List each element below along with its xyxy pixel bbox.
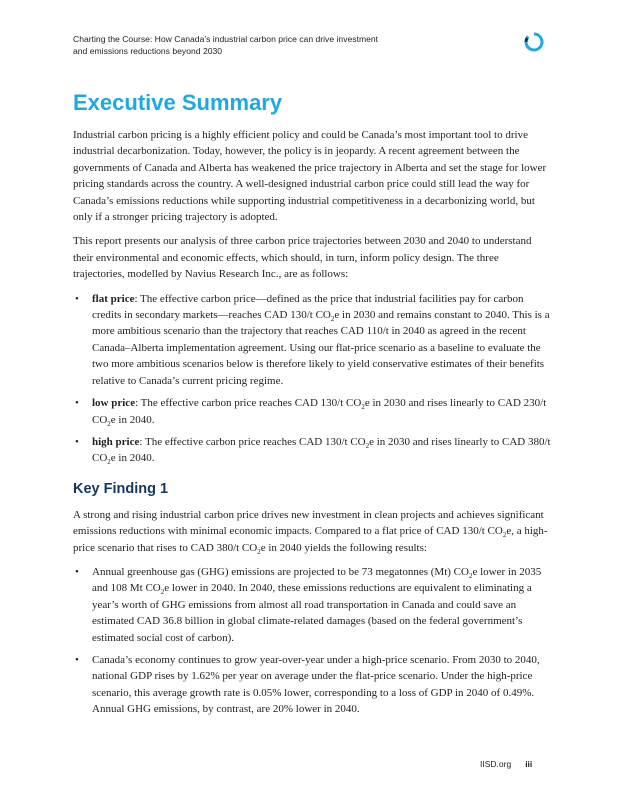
list-item: • high price: The effective carbon price reaches CAD 130/t $CO_2e$ in 2030 and rises linearly to CAD 380/t $CO_2e$ in 2040. [73, 434, 553, 467]
list-item: • Annual greenhouse gas (GHG) emissions are projected to be 73 megatonnes (Mt) $CO_2e$ lower in 2035 and 108 Mt $CO_2e$ lower in 2040. In 2040, these emissions reductions are equivalent to eliminating a year’s worth of GHG emissions from almost all road transportation in Canada and could save an estimated CAD 36.8 billion in global climate-related damages (based on the federal government’s estimated social cost of carbon). [73, 564, 553, 646]
iisd-logo-icon [523, 31, 545, 53]
running-header [73, 33, 493, 57]
key-finding-list [73, 564, 553, 718]
page-title: Executive Summary [73, 90, 283, 115]
key-finding-heading: Key Finding 1 [73, 480, 169, 497]
key-finding-paragraph: A strong and rising industrial carbon price drives new investment in clean projects and achieves significant emissions reductions with minimal economic impacts. Compared to a flat price of CAD 130/t $CO_2e$, a high-price scenario that rises to CAD 380/t $CO_2e$ in 2040 yields the following results: [73, 508, 548, 556]
list-item: • flat price: The effective carbon price—defined as the price that industrial facilities pay for carbon credits in secondary markets—reaches CAD 130/t $CO_2e$ in 2030 and remains constant to 2040. This is a more ambitious scenario than the trajectory that reaches CAD 110/t in 2040 as agreed in the recent Canada–Alberta implementation agreement. Using our flat-price scenario as a baseline to evaluate the two more ambitious scenarios below is therefore likely to yield conservative estimates of their benefits relative to Canada’s current pricing regime. [73, 291, 553, 389]
list-item: • low price: The effective carbon price reaches CAD 130/t $CO_2e$ in 2030 and rises linearly to CAD 230/t $CO_2e$ in 2040. [73, 395, 553, 428]
term-label: high price [92, 435, 140, 448]
trajectory-list [73, 291, 553, 467]
running-header-line-2: and emissions reductions beyond 2030 [73, 46, 223, 56]
term-label: low price [92, 397, 136, 410]
page-body [73, 127, 553, 726]
list-item: • Canada’s economy continues to grow year-over-year under a high-price scenario. From 2030 to 2040, national GDP rises by 1.62% per year on average under the flat-price scenario. Under the high-price scenario, this average growth rate is 0.05% lower, corresponding to a loss of GDP in 2040 of 0.49%. Annual GHG emissions, by contrast, are 20% lower in 2040. [73, 652, 553, 718]
page-footer [480, 758, 532, 770]
running-header-line-1: Charting the Course: How Canada’s industrial carbon price can drive investment [73, 34, 379, 44]
intro-paragraph-1: Industrial carbon pricing is a highly efficient policy and could be Canada’s most important tool to drive industrial decarbonization. Today, however, the policy is in jeopardy. A recent agreement between the governments of Canada and Alberta has weakened the price trajectory in Alberta and set the stage for lower pricing standards across the country. A well-designed industrial carbon price could still lead the way for Canada’s emissions reductions while supporting industrial competitiveness in a decarbonizing world, but only if a stronger pricing trajectory is adopted. [73, 129, 547, 224]
footer-site-link[interactable]: IISD.org [480, 759, 512, 769]
page-number: iii [525, 759, 533, 769]
term-label: flat price [92, 292, 135, 305]
intro-paragraph-2: This report presents our analysis of three carbon price trajectories between 2030 and 2040 to understand their environmental and economic effects, which should, in turn, inform policy design. The three trajectories, modelled by Navius Research Inc., are as follows: [73, 235, 532, 281]
